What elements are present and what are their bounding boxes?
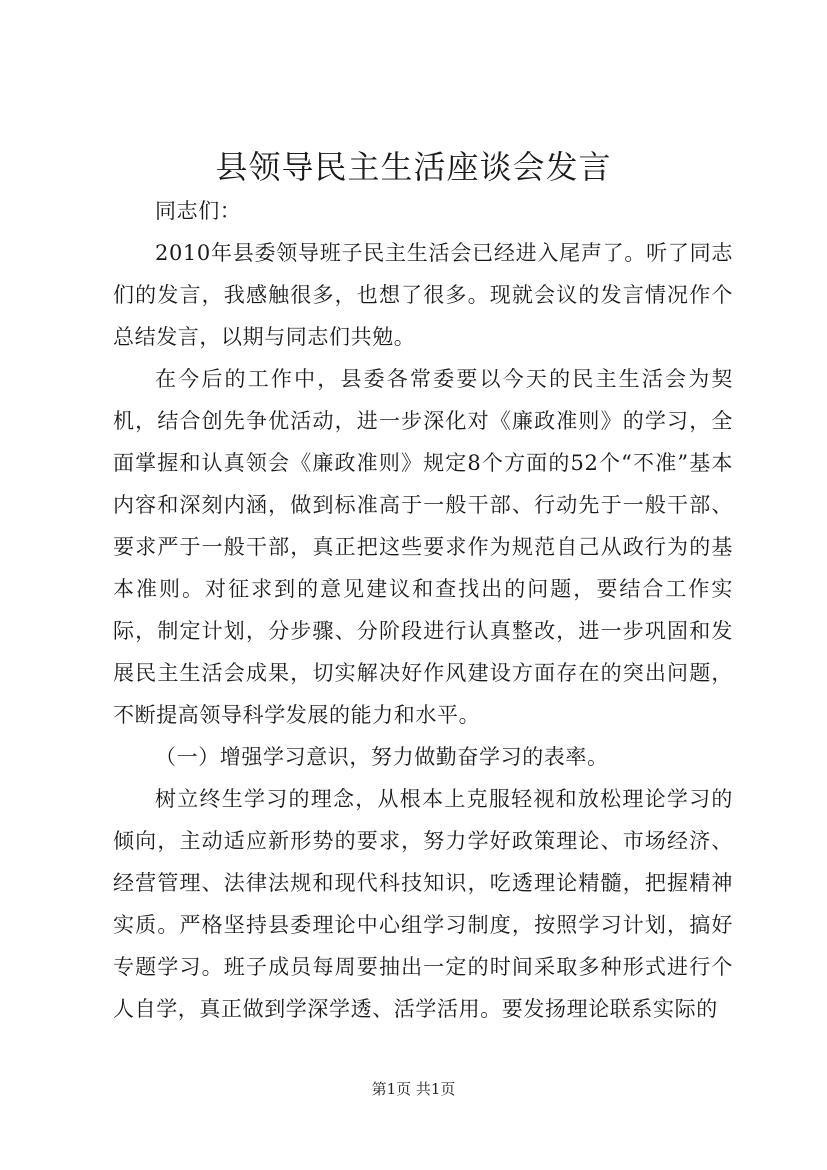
body-paragraph: 在今后的工作中，县委各常委要以今天的民主生活会为契机，结合创先争优活动，进一步深化对《廉政准则》的学习，全面掌握和认真领会《廉政准则》规定8个方面的52个“不准”基本内容和深刻内涵，做到标准高于一般干部、行动先于一般干部、要求严于一般干部，真正把这些要求作为规范自己从政行为的基本准则。对征求到的意见建议和查找出的问题，要结合工作实际，制定计划，分步骤、分阶段进行认真整改，进一步巩固和发展民主生活会成果，切实解决好作风建设方面存在的突出问题，不断提高领导科学发展的能力和水平。 <box>113 367 733 727</box>
page-number-footer: 第1页 共1页 <box>371 1080 456 1098</box>
intro-paragraph: 2010年县委领导班子民主生活会已经进入尾声了。听了同志们的发言，我感触很多，也想了很多。现就会议的发言情况作个总结发言，以期与同志们共勉。 <box>113 241 733 349</box>
body-paragraph: 树立终生学习的理念，从根本上克服轻视和放松理论学习的倾向，主动适应新形势的要求，努力学好政策理论、市场经济、经营管理、法律法规和现代科技知识，吃透理论精髓，把握精神实质。严格坚持县委理论中心组学习制度，按照学习计划，搞好专题学习。班子成员每周要抽出一定的时间采取多种形式进行个人自学，真正做到学深学透、活学活用。要发扬理论联系实际的 <box>113 787 733 1021</box>
salutation-paragraph: 同志们： <box>155 199 242 223</box>
document-title: 县领导民主生活座谈会发言 <box>215 148 612 186</box>
document-body <box>113 190 733 1030</box>
section-heading: （一）增强学习意识，努力做勤奋学习的表率。 <box>155 745 609 769</box>
